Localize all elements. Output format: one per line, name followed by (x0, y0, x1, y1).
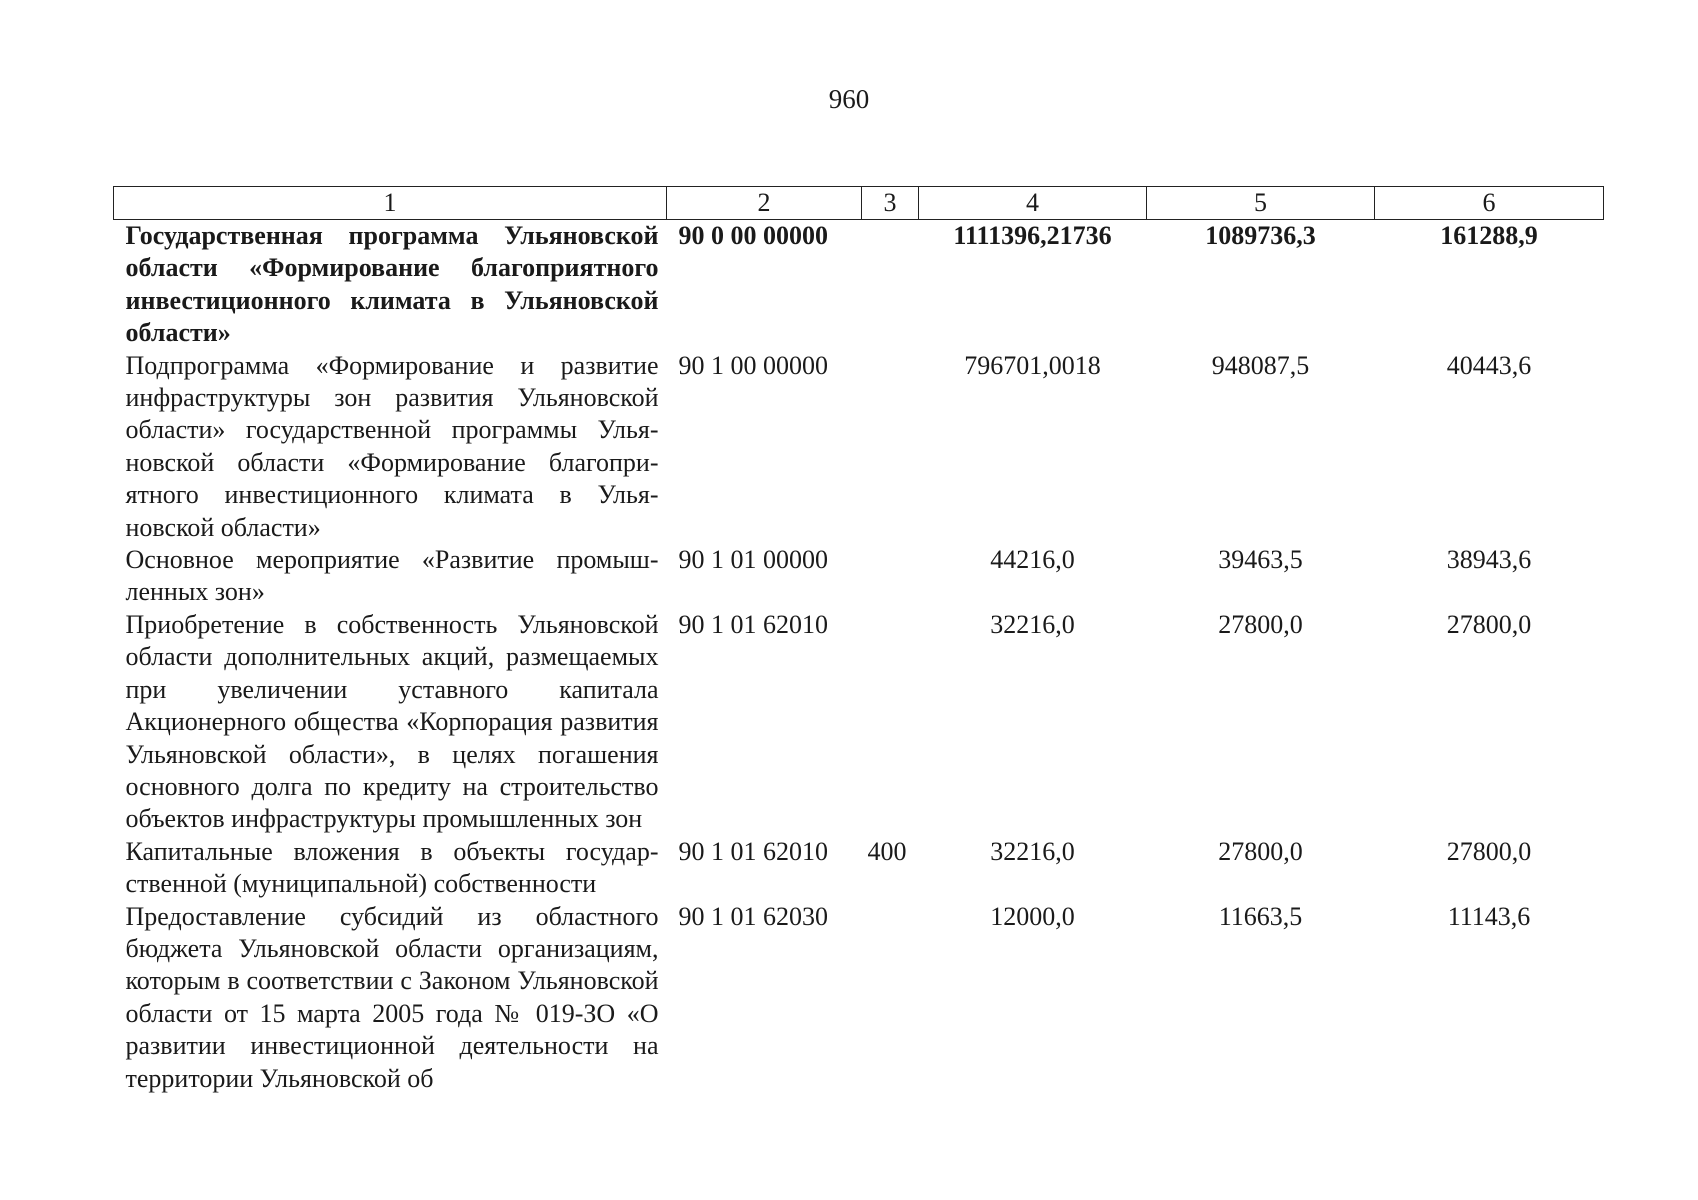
row-value-col5: 27800,0 (1218, 609, 1303, 639)
table-header (114, 187, 1604, 220)
row-name: Государственная программа Ульяновской области «Формирование благоприятного инвестиционного климата в Ульяновской области» (125, 221, 659, 348)
row-value-col6: 27800,0 (1446, 836, 1532, 866)
row-name: Основное мероприятие «Развитие промышленных зон» (125, 545, 659, 607)
row-code: 90 1 00 00000 (678, 350, 828, 380)
row-code: 90 1 01 62030 (678, 901, 828, 931)
row-expense-type: 400 (867, 836, 907, 866)
row-value-col6: 38943,6 (1446, 545, 1532, 575)
table-body (114, 220, 1604, 1095)
row-name: Капитальные вложения в объекты государственной (муниципальной) собственности (125, 836, 659, 899)
table-row (114, 220, 1604, 350)
row-value-col5: 11663,5 (1218, 901, 1303, 931)
row-value-col4: 44216,0 (990, 545, 1075, 575)
header-col-4: 4 (919, 187, 1147, 220)
row-code: 90 0 00 00000 (678, 221, 828, 250)
row-expense-type (862, 609, 919, 836)
row-value-col5: 948087,5 (1211, 350, 1310, 380)
row-value-col6: 27800,0 (1446, 609, 1532, 639)
row-code: 90 1 01 00000 (678, 545, 828, 575)
row-expense-type (862, 220, 919, 350)
row-expense-type (862, 350, 919, 544)
row-value-col4: 32216,0 (990, 609, 1075, 639)
table-row (114, 350, 1604, 544)
header-col-6: 6 (1375, 187, 1604, 220)
header-col-5: 5 (1147, 187, 1375, 220)
row-code: 90 1 01 62010 (678, 609, 828, 639)
row-value-col5: 39463,5 (1218, 545, 1303, 575)
row-value-col4: 796701,0018 (964, 350, 1101, 380)
row-value-col4: 12000,0 (990, 901, 1075, 931)
table-row (114, 901, 1604, 1095)
row-value-col6: 40443,6 (1446, 350, 1532, 380)
budget-table (113, 186, 1604, 1095)
row-value-col6: 11143,6 (1447, 901, 1531, 931)
header-col-2: 2 (667, 187, 862, 220)
row-value-col4: 32216,0 (990, 836, 1075, 866)
row-expense-type (862, 901, 919, 1095)
row-code: 90 1 01 62010 (678, 836, 828, 866)
table-row (114, 609, 1604, 836)
header-row (114, 187, 1604, 220)
header-col-1: 1 (114, 187, 667, 220)
row-value-col5: 1089736,3 (1205, 221, 1316, 250)
table-row (114, 836, 1604, 901)
row-value-col5: 27800,0 (1218, 836, 1303, 866)
header-col-3: 3 (862, 187, 919, 220)
row-name: Приобретение в собственность Ульяновской области дополнительных акций, размещаемых при увеличении уставного капитала Акционерного общества «Корпорация развития Ульяновской области», в целях погашения основного долга по кредиту на строительство объектов инфраструктуры промышленных зон (125, 609, 659, 834)
page-number: 960 (828, 84, 870, 114)
row-value-col4: 1111396,21736 (953, 221, 1112, 250)
row-value-col6: 161288,9 (1440, 221, 1538, 250)
table-row (114, 544, 1604, 609)
row-name: Предоставление субсидий из областного бюджета Ульяновской области организациям, которым в соответствии с Законом Ульяновской области от 15 марта 2005 года № 019-ЗО «О развитии инвестиционной деятельности на территории Ульяновской об (125, 901, 659, 1093)
row-name: Подпрограмма «Формирование и развитие инфраструктуры зон развития Ульяновской области» государственной программы Ульяновской области «Формирование благоприятного инвестиционного климата в Ульяновской области» (125, 350, 659, 542)
row-expense-type (862, 544, 919, 609)
